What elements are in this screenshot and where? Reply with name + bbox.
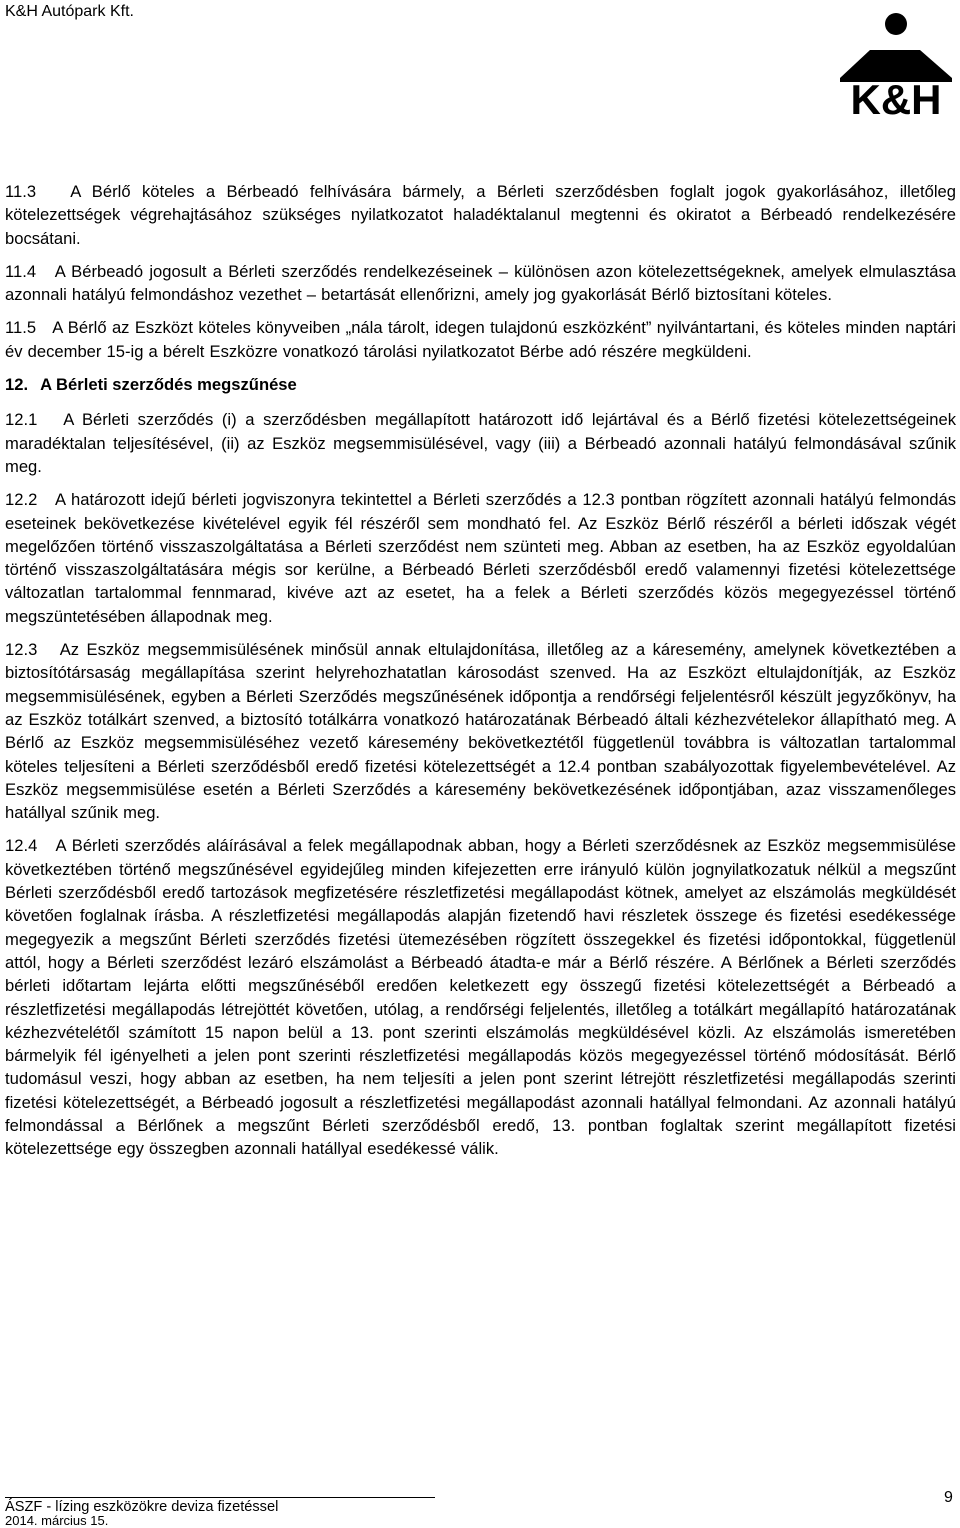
kh-logo [834, 12, 958, 116]
kh-logo-icon [834, 12, 958, 116]
section-number: 12. [5, 375, 29, 395]
paragraph-number: 12.3 [5, 640, 38, 660]
company-name: K&H Autópark Kft. [5, 3, 134, 20]
footer-date: 2014. március 15. [5, 1513, 109, 1528]
document-body [5, 180, 956, 1171]
paragraph-number: 11.5 [5, 318, 37, 338]
footer-divider [5, 1497, 435, 1498]
paragraph-number: 11.3 [5, 182, 37, 201]
logo-text: K&H [850, 76, 942, 116]
page-number: 9 [944, 1489, 953, 1506]
section-heading-12 [5, 373, 956, 396]
paragraph-12-2 [5, 488, 956, 628]
paragraph-11-3 [5, 180, 956, 250]
paragraph-number: 12.2 [5, 490, 38, 510]
paragraph-text: A Bérlő az Eszközt köteles könyveiben „nála tárolt, idegen tulajdonú eszközként” nyilvántartani, és köteles minden naptári év december 15-ig a bérelt Eszközre vonatkozó tárolási nyilatkozatot Bérbe adó részére megküldeni. [5, 318, 956, 361]
paragraph-11-5 [5, 316, 956, 363]
paragraph-11-4 [5, 260, 956, 307]
section-title: A Bérleti szerződés megszűnése [40, 375, 297, 395]
paragraph-text: Az Eszköz megsemmisülésének minősül annak eltulajdonítása, illetőleg az a káresemény, amelynek következtében a biztosítótársaság megállapítása szerint helyrehozhatatlan károsodást szenved. Ha az Eszközt eltulajdonítják, az Eszköz megsemmisülésének, egyben a Bérleti Szerződés megszűnésének időpontja a rendőrségi feljelentésről készült jegyzőkönyv, ha az Eszköz totálkárt szenved, a biztosító totálkárra vonatkozó határozatának Bérbeadó általi kézhezvételekor állapítható meg. A Bérlő az Eszköz megsemmisüléséhez vezető káresemény bekövetkeztétől függetlenül továbbra is változatlan tartalommal köteles teljesíteni a Bérleti szerződésből eredő fizetési kötelezettségét a 12.4 pontban szabályozottak figyelembevételével. Az Eszköz megsemmisülése esetén a Bérleti Szerződés a káresemény bekövetkezésének időpontjában, azaz visszamenőleges hatállyal szűnik meg. [5, 640, 956, 823]
paragraph-text: A határozott idejű bérleti jogviszonyra tekintettel a Bérleti szerződés a 12.3 pontban rögzített azonnali hatályú felmondás eseteinek bekövetkezése kivételével egyik fél részéről sem mondható fel. Az Eszköz Bérlő részéről a bérleti időszak végét megelőzően történő visszaszolgáltatása a Bérleti szerződést nem szünteti meg. Abban az esetben, ha az Eszköz egyoldalúan történő visszaszolgáltatására mégis sor kerülne, a Bérbeadó Bérleti szerződésből eredő valamennyi fizetési kötelezettsége változatlan tartalommal fennmarad, kivéve azt az esetet, ha a felek a Bérleti szerződés közös megegyezéssel történő megszüntetésében állapodnak meg. [5, 490, 956, 626]
paragraph-number: 12.1 [5, 410, 38, 430]
paragraph-number: 11.4 [5, 261, 37, 281]
paragraph-12-4 [5, 834, 956, 1160]
paragraph-text: A Bérbeadó jogosult a Bérleti szerződés rendelkezéseinek – különösen azon kötelezettségeknek, amelyek elmulasztása azonnali hatályú felmondáshoz vezethet – betartását ellenőrizni, amely jog gyakorlását Bérlő biztosítani köteles. [5, 261, 956, 305]
paragraph-12-1 [5, 408, 956, 478]
footer-document-title: ÁSZF - lízing eszközökre deviza fizetéssel [5, 1499, 279, 1515]
paragraph-text: A Bérleti szerződés aláírásával a felek megállapodnak abban, hogy a Bérleti szerződésnek az Eszköz megsemmisülése következtében történő megszűnésével egyidejűleg minden kifejezetten erre irányuló külön jognyilatkozatuk nélkül a megszűnt Bérleti szerződésből eredő tartozások megfizetésére részletfizetési megállapodást kötnek, amelyet az elszámolás megküldését követően foglalnak írásba. A részletfizetési megállapodás alapján fizetendő havi részletek összege és fizetési esedékessége megegyezik a megszűnt Bérleti szerződés fizetési ütemezésében rögzített összegekkel és fizetési időpontokkal, függetlenül attól, hogy a Bérleti szerződést lezáró elszámolást a Bérbeadó átadta-e már a Bérlő részére. A Bérlőnek a Bérleti szerződés bérleti időtartam lejárta előtti megszűnéséből eredően keletkezett egy összegű fizetési kötelezettségét a Bérbeadó a részletfizetési megállapodás létrejöttét követően, utólag, a rendőrségi feljelentés, illetőleg a totálkárt megállapító határozatának kézhezvételétől számított 15 napon belül a 13. pont szerinti elszámolás megküldésével közli. Az elszámolás ismeretében bármelyik fél igényelheti a jelen pont szerinti részletfizetési megállapodás közös megegyezéssel történő módosítását. Bérlő tudomásul veszi, hogy abban az esetben, ha nem teljesíti a jelen pont szerint létrejött részletfizetési megállapodás szerinti fizetési kötelezettségét, a Bérbeadó jogosult a részletfizetési megállapodást azonnali hatállyal felmondani. Az azonnali hatályú felmondással a Bérlőnek a megszűnt Bérleti szerződésből eredő, 13. pontban foglaltak szerint megállapított fizetési kötelezettsége egy összegben azonnali hatállyal esedékessé válik. [5, 836, 956, 1159]
paragraph-text: A Bérleti szerződés (i) a szerződésben megállapított határozott idő lejártával és a Bérlő fizetési kötelezettségeinek maradéktalan teljesítésével, (ii) az Eszköz megsemmisülésével, vagy (iii) a Bérbeadó azonnali hatályú felmondásával szűnik meg. [5, 410, 956, 476]
paragraph-number: 12.4 [5, 836, 38, 856]
paragraph-12-3 [5, 638, 956, 824]
paragraph-text: A Bérlő köteles a Bérbeadó felhívására bármely, a Bérleti szerződésben foglalt jogok gyakorlásához, illetőleg kötelezettségek végrehajtásához szükséges nyilatkozatot haladéktalanul megtenni és okiratot a Bérbeadó rendelkezésére bocsátani. [5, 182, 956, 248]
